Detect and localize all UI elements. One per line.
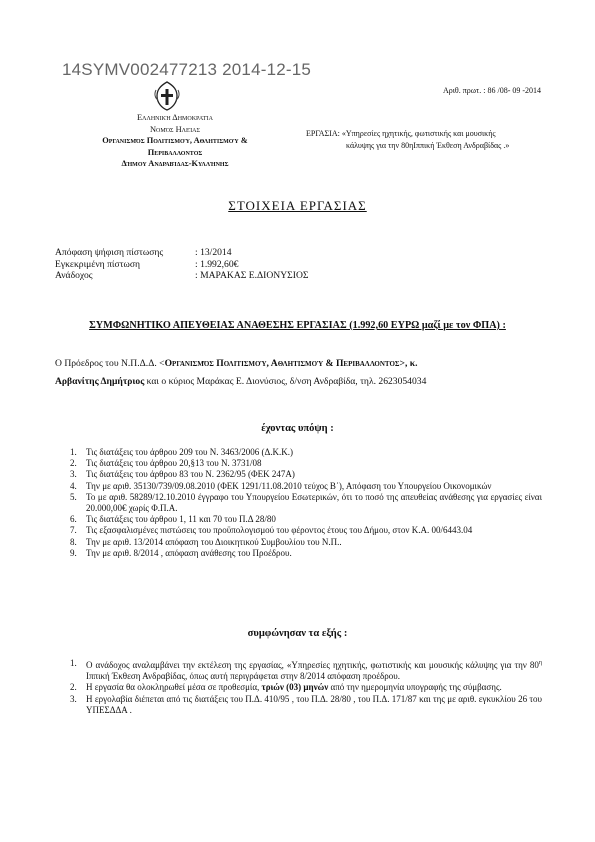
list-item: 3. Τις διατάξεις του άρθρου 83 του Ν. 2362/95 (ΦΕΚ 247Α) (70, 469, 295, 480)
header-municipality: Δήμου Ανδραβίδας-Κυλλήνης (121, 159, 229, 168)
work-line: κάλυψης για την 80ηΙππική Έκθεση Ανδραβίδας .» (346, 141, 510, 150)
info-value: : 1.992,60€ (195, 258, 239, 270)
info-value: : ΜΑΡΑΚΑΣ Ε.ΔΙΟΝΥΣΙΟΣ (195, 270, 309, 281)
considering-heading: έχοντας υπόψη : (261, 423, 334, 434)
intro-paragraph (55, 355, 540, 391)
info-row (55, 247, 308, 259)
greek-emblem-icon (152, 80, 182, 112)
agreement-heading: ΣΥΜΦΩΝΗΤΙΚΟ ΑΠΕΥΘΕΙΑΣ ΑΝΑΘΕΣΗΣ ΕΡΓΑΣΙΑΣ (1.992,60 ΕΥΡΩ μαζί με τον ΦΠΑ) : (89, 320, 506, 331)
list-item: 1. Ο ανάδοχος αναλαμβάνει την εκτέλεση της εργασίας, «Υπηρεσίες ηχητικής, φωτιστικής και μουσικής κάλυψης για την $80^\eta$ Ιππική Έκθεση Ανδραβίδας, όπως αυτή περιγράφεται στην 8/2014 απόφαση προέδρου. (70, 658, 542, 682)
work-info (55, 247, 308, 282)
intro-text: και ο κύριος Μαράκας Ε. Διονύσιος, δ/νση Ανδραβίδα, τηλ. 2623054034 (144, 376, 427, 387)
header-org-line: Οργανισμός Πολιτισμού, Αθλητισμού & (102, 136, 248, 145)
header-line: Νομός Ηλείας (150, 124, 200, 134)
list-item: 8. Την με αριθ. 13/2014 απόφαση του Διοικητικού Συμβουλίου του Ν.Π.. (70, 536, 342, 547)
work-line: ΕΡΓΑΣΙΑ: «Υπηρεσίες ηχητικής, φωτιστικής και μουσικής (306, 129, 496, 138)
list-item: 9. Την με αριθ. 8/2014 , απόφαση ανάθεσης του Προέδρου. (70, 547, 292, 558)
agreed-heading: συμφώνησαν τα εξής : (247, 628, 348, 639)
info-row (55, 270, 308, 282)
info-row (55, 259, 308, 271)
list-item: 3. Η εργολαβία διέπεται από τις διατάξεις του Π.Δ. 410/95 , του Π.Δ. 28/80 , του Π.Δ. 171/87 και της με αριθ. εγκυκλίου 26 του ΥΠΕΣΔΔΑ . (70, 693, 542, 715)
info-key: Ανάδοχος (55, 270, 93, 281)
issuer-header (60, 112, 290, 170)
info-key: Εγκεκριμένη πίστωση (55, 258, 141, 270)
list-item: 7. Τις εξασφαλισμένες πιστώσεις του προϋπολογισμού του φέροντος έτους του Δήμου, στον Κ.Α. 00/6443.04 (70, 525, 473, 536)
list-item: 1. Τις διατάξεις του άρθρου 209 του Ν. 3463/2006 (Δ.Κ.Κ.) (70, 447, 294, 457)
agreed-list (70, 658, 542, 716)
list-item: 6. Τις διατάξεις του άρθρου 1, 11 και 70 του Π.Δ 28/80 (70, 514, 276, 525)
page-title: ΣΤΟΙΧΕΙΑ ΕΡΓΑΣΙΑΣ (228, 198, 367, 213)
intro-text: >, κ. (399, 358, 418, 369)
work-description (306, 128, 509, 152)
org-name: Οργανισμός Πολιτισμού, Αθλητισμού & Περιβαλλοντος (164, 358, 400, 369)
president-name: Αρβανίτης Δημήτριος (55, 376, 145, 387)
header-line: Ελληνική Δημοκρατία (137, 113, 213, 122)
list-item: 5. Το με αριθ. 58289/12.10.2010 έγγραφο του Υπουργείου Εσωτερικών, ότι το ποσό της απευθείας ανάθεσης για εργασίες είναι 20.000,00€ χωρίς Φ.Π.Α. (70, 491, 542, 514)
list-item: 4. Την με αριθ. 35130/739/09.08.2010 (ΦΕΚ 1291/11.08.2010 τεύχος Β΄), Απόφαση του Υπουργείου Οικονομικών (70, 480, 492, 491)
protocol-number: Αριθ. πρωτ. : 86 /08- 09 -2014 (443, 86, 542, 95)
list-item: 2. Η εργασία θα ολοκληρωθεί μέσα σε προθεσμία, τριών (03) μηνών από την ημερομηνία υπογραφής της σύμβασης. (70, 682, 502, 693)
intro-text: Ο Πρόεδρος του Ν.Π.Δ.Δ. < (55, 358, 165, 369)
considering-list (70, 447, 542, 559)
info-key: Απόφαση ψήφιση πίστωσης (55, 247, 164, 258)
document-stamp: 14SYMV002477213 2014-12-15 (62, 60, 312, 79)
info-value: : 13/2014 (195, 247, 232, 258)
header-org-line: Περιβαλλοντος (147, 147, 203, 157)
list-item: 2. Τις διατάξεις του άρθρου 20,§13 του Ν. 3731/08 (70, 458, 262, 469)
